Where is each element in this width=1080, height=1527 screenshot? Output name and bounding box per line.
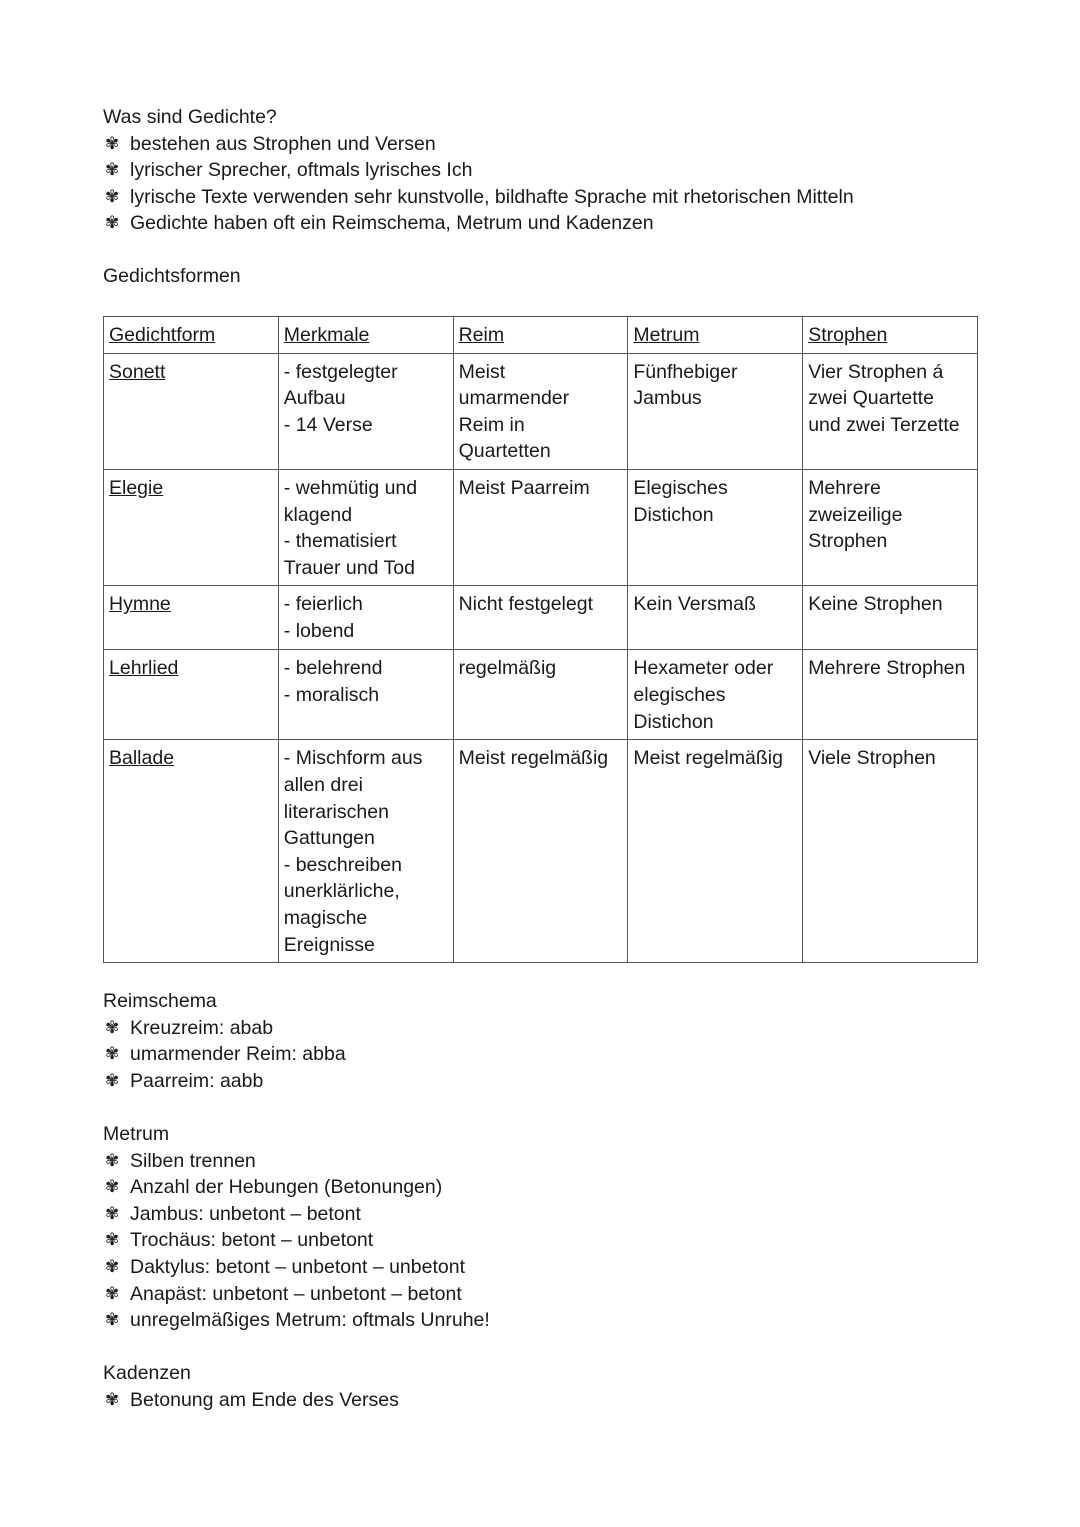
- column-header: Reim: [453, 317, 628, 354]
- bullet-item: [103, 131, 854, 158]
- table-cell: Meist regelmäßig: [628, 740, 803, 963]
- form-name-cell: Elegie: [104, 469, 279, 585]
- bullet-item: [103, 1041, 346, 1068]
- table-cell: Nicht festgelegt: [453, 586, 628, 650]
- flower-bullet-icon: ✾: [105, 133, 120, 153]
- intro-heading: Was sind Gedichte?: [103, 106, 277, 128]
- table-header-row: [104, 317, 978, 354]
- bullet-item: [103, 1015, 346, 1042]
- table-cell: Keine Strophen: [803, 586, 978, 650]
- bullet-item: [103, 1281, 490, 1308]
- metrum-section: [103, 1121, 490, 1334]
- forms-heading: Gedichtsformen: [103, 265, 241, 287]
- form-name-cell: Hymne: [104, 586, 279, 650]
- table-cell: regelmäßig: [453, 650, 628, 740]
- reimschema-heading: Reimschema: [103, 990, 217, 1012]
- table-row: [104, 586, 978, 650]
- table-cell: Kein Versmaß: [628, 586, 803, 650]
- bullet-item: [103, 184, 854, 211]
- bullet-item: [103, 157, 854, 184]
- bullet-text: Paarreim: aabb: [130, 1069, 264, 1092]
- bullet-text: lyrischer Sprecher, oftmals lyrisches Ich: [130, 159, 473, 182]
- bullet-text: Anapäst: unbetont – unbetont – betont: [130, 1282, 462, 1305]
- table-cell: - festgelegter Aufbau - 14 Verse: [278, 353, 453, 469]
- table-row: [104, 740, 978, 963]
- flower-bullet-icon: ✾: [105, 1256, 120, 1276]
- table-cell: Elegisches Distichon: [628, 469, 803, 585]
- bullet-item: [103, 1201, 490, 1228]
- flower-bullet-icon: ✾: [105, 1389, 120, 1409]
- table-cell: Hexameter oder elegisches Distichon: [628, 650, 803, 740]
- bullet-item: [103, 1227, 490, 1254]
- flower-bullet-icon: ✾: [105, 1044, 120, 1064]
- bullet-text: Daktylus: betont – unbetont – unbetont: [130, 1255, 465, 1278]
- bullet-item: [103, 1307, 490, 1334]
- column-header: Metrum: [628, 317, 803, 354]
- bullet-text: bestehen aus Strophen und Versen: [130, 132, 436, 155]
- flower-bullet-icon: ✾: [105, 160, 120, 180]
- reimschema-section: [103, 988, 346, 1094]
- bullet-text: Anzahl der Hebungen (Betonungen): [130, 1176, 443, 1199]
- bullet-text: lyrische Texte verwenden sehr kunstvolle, bildhafte Sprache mit rhetorischen Mitteln: [130, 185, 854, 208]
- flower-bullet-icon: ✾: [105, 1310, 120, 1330]
- column-header: Merkmale: [278, 317, 453, 354]
- table-row: [104, 469, 978, 585]
- flower-bullet-icon: ✾: [105, 186, 120, 206]
- form-name-cell: Lehrlied: [104, 650, 279, 740]
- bullet-item: [103, 210, 854, 237]
- poem-forms-table: [103, 316, 978, 963]
- metrum-heading: Metrum: [103, 1123, 170, 1145]
- bullet-text: Betonung am Ende des Verses: [130, 1388, 399, 1411]
- bullet-text: Kreuzreim: abab: [130, 1016, 274, 1039]
- flower-bullet-icon: ✾: [105, 213, 120, 233]
- flower-bullet-icon: ✾: [105, 1203, 120, 1223]
- column-header: Gedichtform: [104, 317, 279, 354]
- table-cell: Viele Strophen: [803, 740, 978, 963]
- table-cell: Meist Paarreim: [453, 469, 628, 585]
- bullet-text: umarmender Reim: abba: [130, 1043, 346, 1066]
- table-cell: - belehrend - moralisch: [278, 650, 453, 740]
- table-cell: Mehrere Strophen: [803, 650, 978, 740]
- table-cell: - Mischform aus allen drei literarischen Gattungen - beschreiben unerklärliche, magische Ereignisse: [278, 740, 453, 963]
- flower-bullet-icon: ✾: [105, 1283, 120, 1303]
- kadenzen-section: [103, 1360, 399, 1413]
- flower-bullet-icon: ✾: [105, 1070, 120, 1090]
- bullet-item: [103, 1068, 346, 1095]
- column-header: Strophen: [803, 317, 978, 354]
- bullet-text: Gedichte haben oft ein Reimschema, Metrum und Kadenzen: [130, 212, 654, 235]
- table-row: [104, 353, 978, 469]
- table-cell: Fünfhebiger Jambus: [628, 353, 803, 469]
- table-cell: Meist regelmäßig: [453, 740, 628, 963]
- intro-section: [103, 104, 854, 237]
- bullet-text: Trochäus: betont – unbetont: [130, 1229, 374, 1252]
- flower-bullet-icon: ✾: [105, 1230, 120, 1250]
- table-cell: - feierlich - lobend: [278, 586, 453, 650]
- kadenzen-heading: Kadenzen: [103, 1362, 191, 1384]
- bullet-text: unregelmäßiges Metrum: oftmals Unruhe!: [130, 1309, 490, 1332]
- bullet-item: [103, 1254, 490, 1281]
- table-cell: Mehrere zweizeilige Strophen: [803, 469, 978, 585]
- table-cell: Vier Strophen á zwei Quartette und zwei Terzette: [803, 353, 978, 469]
- bullet-item: [103, 1174, 490, 1201]
- bullet-text: Jambus: unbetont – betont: [130, 1202, 361, 1225]
- bullet-item: [103, 1387, 399, 1414]
- table-cell: - wehmütig und klagend - thematisiert Trauer und Tod: [278, 469, 453, 585]
- form-name-cell: Ballade: [104, 740, 279, 963]
- bullet-item: [103, 1148, 490, 1175]
- bullet-text: Silben trennen: [130, 1149, 256, 1172]
- flower-bullet-icon: ✾: [105, 1017, 120, 1037]
- form-name-cell: Sonett: [104, 353, 279, 469]
- flower-bullet-icon: ✾: [105, 1177, 120, 1197]
- table-cell: Meist umarmender Reim in Quartetten: [453, 353, 628, 469]
- flower-bullet-icon: ✾: [105, 1150, 120, 1170]
- table-row: [104, 650, 978, 740]
